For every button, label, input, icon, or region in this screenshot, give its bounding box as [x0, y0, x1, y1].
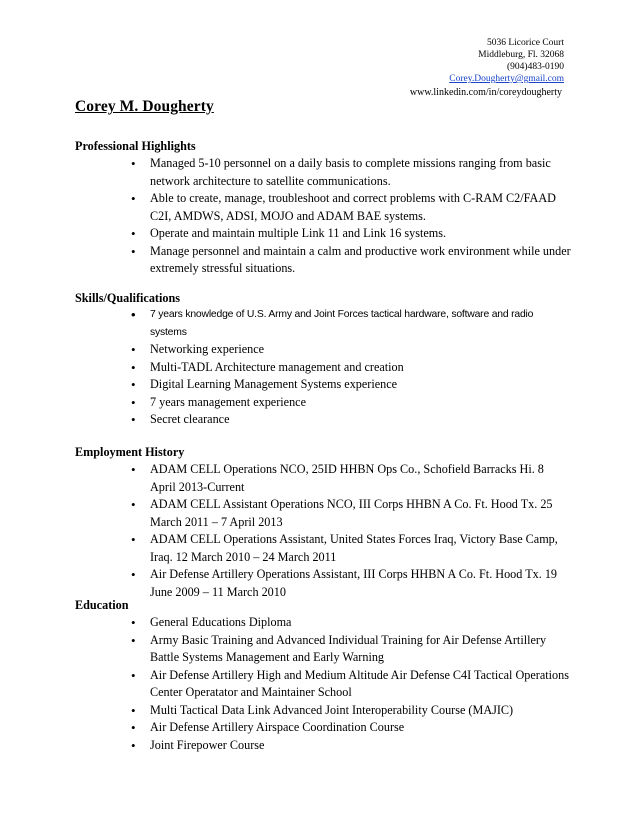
- list-item: • Managed 5-10 personnel on a daily basis to complete missions ranging from basic network architecture to satellite communications.: [131, 155, 571, 190]
- list-item: • Joint Firepower Course: [131, 737, 571, 755]
- employment-list: [131, 461, 571, 601]
- list-item: • General Educations Diploma: [131, 614, 571, 632]
- contact-city: Middleburg, Fl. 32068: [478, 50, 564, 60]
- list-item: • Air Defense Artillery High and Medium Altitude Air Defense C4I Tactical Operations Center Operatator and Maintainer School: [131, 667, 571, 702]
- section-title-education: Education: [75, 598, 129, 612]
- list-item: • Networking experience: [131, 341, 571, 359]
- resume-name: Corey M. Dougherty: [75, 98, 214, 115]
- list-item: • Manage personnel and maintain a calm and productive work environment while under extremely stressful situations.: [131, 243, 571, 278]
- contact-linkedin[interactable]: www.linkedin.com/in/coreydougherty: [409, 87, 562, 98]
- list-item: • Army Basic Training and Advanced Individual Training for Air Defense Artillery Battle Systems Management and Early Warning: [131, 632, 571, 667]
- list-item: • Air Defense Artillery Operations Assistant, III Corps HHBN A Co. Ft. Hood Tx. 19 June 2009 – 11 March 2010: [131, 566, 571, 601]
- list-item: • Operate and maintain multiple Link 11 and Link 16 systems.: [131, 225, 571, 243]
- highlights-list: [131, 155, 571, 278]
- list-item: • Digital Learning Management Systems experience: [131, 376, 571, 394]
- list-item: • Multi Tactical Data Link Advanced Joint Interoperability Course (MAJIC): [131, 702, 571, 720]
- list-item: • ADAM CELL Operations Assistant, United States Forces Iraq, Victory Base Camp, Iraq. 12 March 2010 – 24 March 2011: [131, 531, 571, 566]
- list-item: • Able to create, manage, troubleshoot and correct problems with C-RAM C2/FAAD C2I, AMDWS, ADSI, MOJO and ADAM BAE systems.: [131, 190, 571, 225]
- contact-address: [449, 37, 564, 85]
- skills-list: [131, 306, 571, 429]
- list-item: • 7 years knowledge of U.S. Army and Joint Forces tactical hardware, software and radio systems: [131, 306, 571, 341]
- list-item: • ADAM CELL Operations NCO, 25ID HHBN Ops Co., Schofield Barracks Hi. 8 April 2013-Current: [131, 461, 571, 496]
- list-item: • Secret clearance: [131, 411, 571, 429]
- list-item: • ADAM CELL Assistant Operations NCO, III Corps HHBN A Co. Ft. Hood Tx. 25 March 2011 – 7 April 2013: [131, 496, 571, 531]
- list-item: • Air Defense Artillery Airspace Coordination Course: [131, 719, 571, 737]
- contact-email-link[interactable]: Corey.Dougherty@gmail.com: [449, 74, 564, 84]
- contact-phone: (904)483-0190: [507, 62, 564, 72]
- section-title-employment: Employment History: [75, 445, 185, 459]
- education-list: [131, 614, 571, 754]
- list-item: • Multi-TADL Architecture management and creation: [131, 359, 571, 377]
- section-title-highlights: Professional Highlights: [75, 139, 196, 153]
- section-title-skills: Skills/Qualifications: [75, 291, 180, 305]
- list-item: • 7 years management experience: [131, 394, 571, 412]
- contact-street: 5036 Licorice Court: [486, 38, 564, 48]
